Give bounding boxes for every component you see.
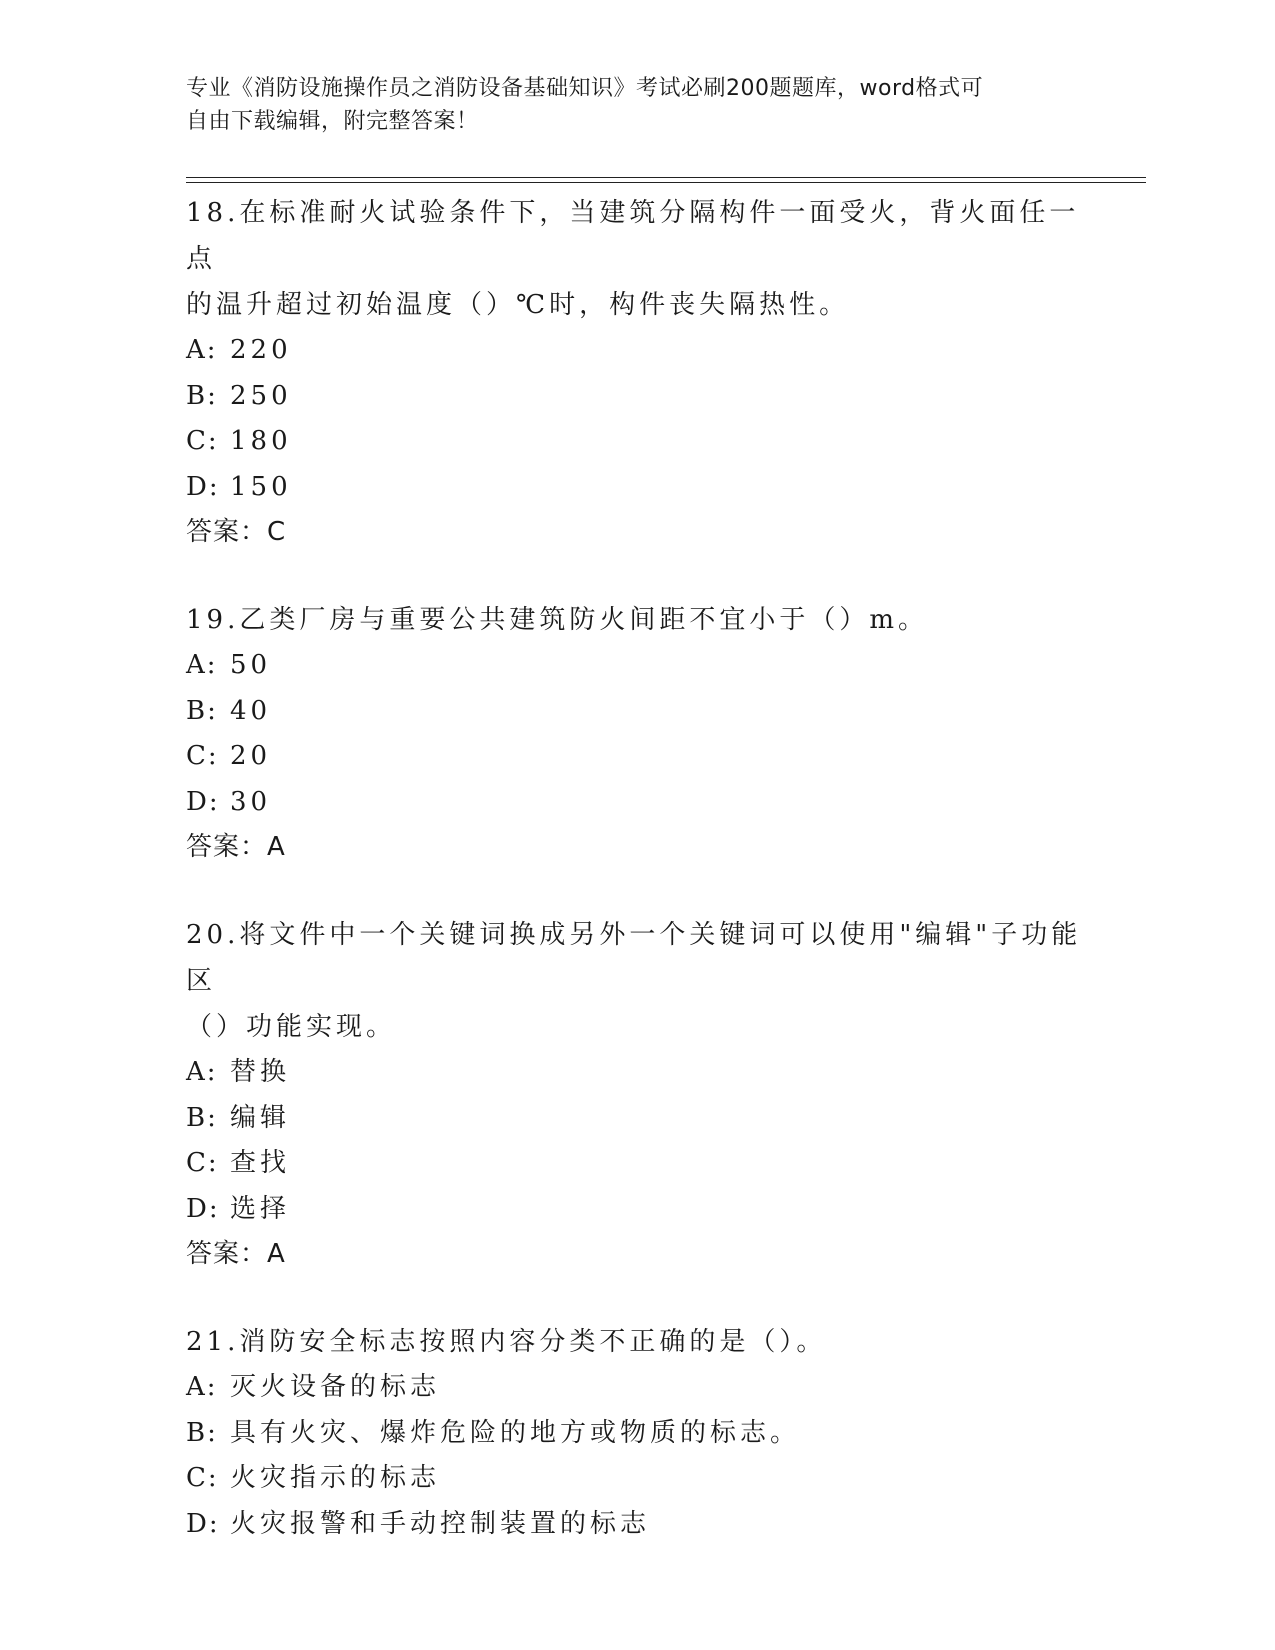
option-text: 50	[230, 650, 272, 680]
option-letter: D:	[186, 471, 220, 502]
option-text: 火灾指示的标志	[230, 1463, 441, 1493]
option-letter: A:	[186, 1057, 218, 1087]
answer-line: 答案：A	[186, 1239, 286, 1269]
option-letter: C:	[186, 1463, 219, 1493]
option-letter: B:	[186, 695, 218, 726]
option-c	[186, 1456, 1086, 1502]
option-c	[186, 1141, 1086, 1187]
question-stem-line: 20.将文件中一个关键词换成另外一个关键词可以使用"编辑"子功能区	[186, 920, 1082, 996]
option-c	[186, 419, 1086, 465]
question-21	[186, 1319, 1086, 1547]
option-d	[186, 1502, 1086, 1548]
header-divider-bottom	[186, 182, 1146, 183]
option-letter: C:	[186, 741, 219, 771]
option-b	[186, 1096, 1086, 1142]
answer-line: 答案：A	[186, 832, 286, 862]
option-letter: B:	[186, 1417, 218, 1448]
option-text: 20	[230, 741, 272, 771]
option-d	[186, 465, 1086, 511]
option-text: 150	[230, 471, 292, 502]
question-20	[186, 912, 1086, 1277]
option-text: 40	[230, 695, 272, 726]
option-a	[186, 1365, 1086, 1411]
question-19	[186, 597, 1086, 870]
option-text: 30	[230, 786, 272, 817]
option-letter: A:	[186, 335, 218, 365]
option-text: 查找	[230, 1148, 291, 1178]
option-text: 替换	[230, 1057, 291, 1087]
option-letter: C:	[186, 1148, 219, 1178]
question-list	[186, 190, 1086, 1589]
option-b	[186, 689, 1086, 735]
option-text: 220	[230, 335, 292, 365]
answer-line: 答案：C	[186, 517, 287, 547]
option-text: 选择	[230, 1193, 291, 1224]
option-text: 具有火灾、爆炸危险的地方或物质的标志。	[230, 1417, 801, 1448]
option-a	[186, 1050, 1086, 1096]
option-a	[186, 643, 1086, 689]
header-divider-top	[186, 177, 1146, 178]
option-letter: D:	[186, 1508, 220, 1539]
question-18	[186, 190, 1086, 555]
option-b	[186, 1411, 1086, 1457]
option-letter: C:	[186, 426, 219, 456]
option-letter: B:	[186, 1102, 218, 1133]
question-stem-line: （）功能实现。	[186, 1012, 397, 1042]
option-c	[186, 734, 1086, 780]
option-d	[186, 780, 1086, 826]
option-text: 250	[230, 380, 292, 411]
option-text: 编辑	[230, 1102, 291, 1133]
document-header	[186, 72, 1066, 138]
option-letter: D:	[186, 1193, 220, 1224]
option-a	[186, 328, 1086, 374]
option-b	[186, 374, 1086, 420]
question-stem-line: 19.乙类厂房与重要公共建筑防火间距不宜小于（）m。	[186, 605, 929, 635]
option-letter: B:	[186, 380, 218, 411]
question-stem-line: 21.消防安全标志按照内容分类不正确的是（）。	[186, 1327, 827, 1357]
question-stem-line: 的温升超过初始温度（）℃时，构件丧失隔热性。	[186, 290, 850, 320]
option-letter: D:	[186, 786, 220, 817]
question-stem-line: 18.在标准耐火试验条件下，当建筑分隔构件一面受火，背火面任一点	[186, 198, 1080, 274]
option-text: 火灾报警和手动控制装置的标志	[230, 1508, 651, 1539]
option-letter: A:	[186, 650, 218, 680]
option-letter: A:	[186, 1372, 218, 1402]
option-text: 180	[230, 426, 292, 456]
header-line-2: 自由下载编辑，附完整答案！	[186, 109, 479, 134]
header-line-1: 专业《消防设施操作员之消防设备基础知识》考试必刷200题题库，word格式可	[186, 76, 984, 101]
option-text: 灭火设备的标志	[230, 1372, 441, 1402]
option-d	[186, 1187, 1086, 1233]
